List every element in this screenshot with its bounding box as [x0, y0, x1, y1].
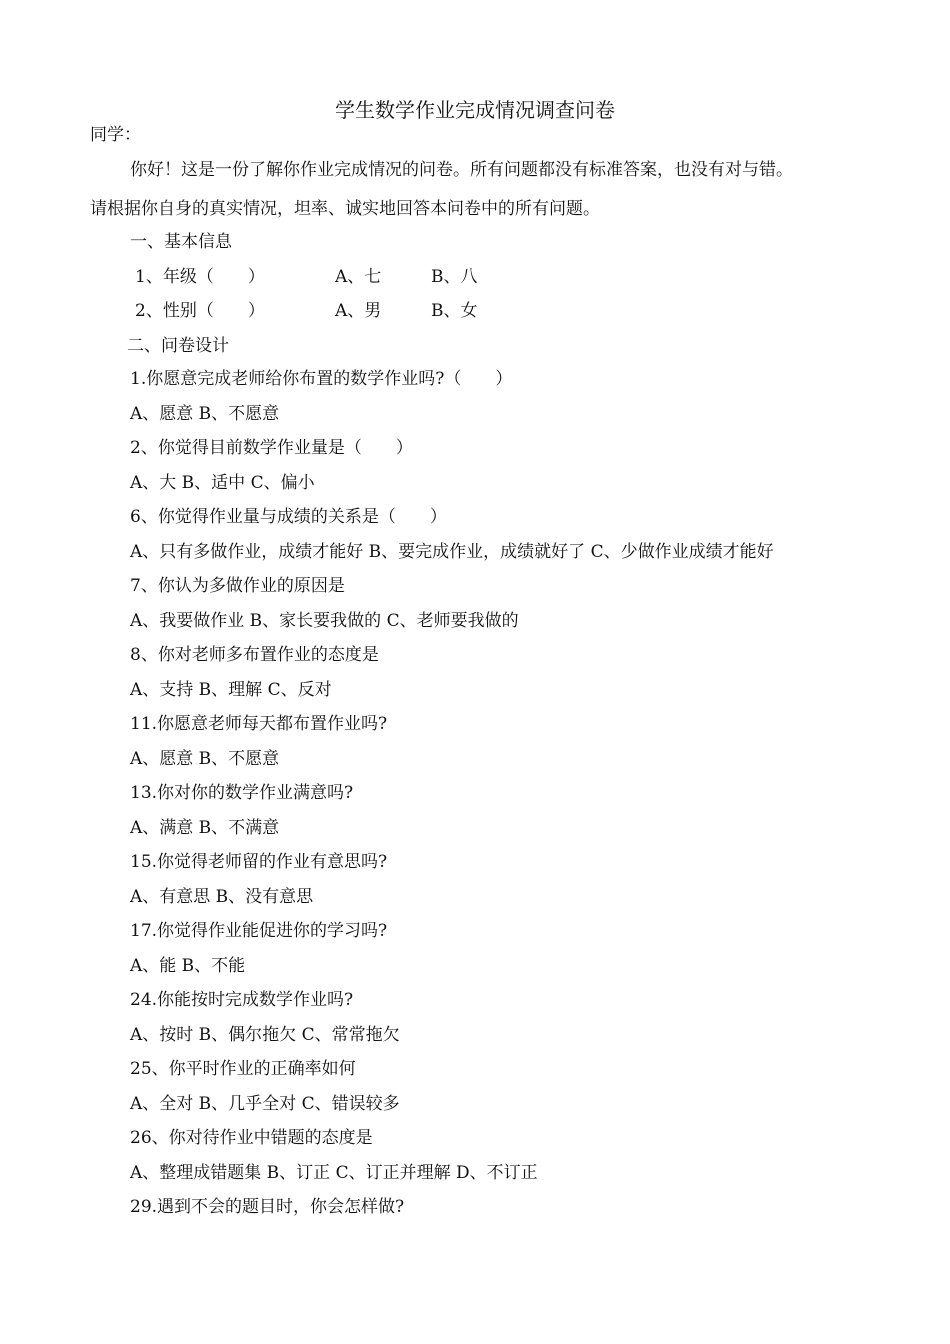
- answer-options: A、愿意 B、不愿意: [130, 404, 280, 424]
- intro-line-1: 你好！这是一份了解你作业完成情况的问卷。所有问题都没有标准答案，也没有对与错。: [130, 160, 793, 180]
- answer-options: A、愿意 B、不愿意: [130, 749, 280, 769]
- question-text: 17.你觉得作业能促进你的学习吗?: [130, 921, 388, 941]
- question-text: 11.你愿意老师每天都布置作业吗?: [130, 714, 388, 734]
- question-text: 8、你对老师多布置作业的态度是: [130, 645, 379, 665]
- question-text: 13.你对你的数学作业满意吗?: [130, 783, 354, 803]
- intro-line-2: 请根据你自身的真实情况，坦率、诚实地回答本问卷中的所有问题。: [90, 199, 600, 219]
- option-b: B、女: [431, 301, 478, 321]
- question-text: 6、你觉得作业量与成绩的关系是（ ）: [130, 507, 447, 527]
- answer-options: A、按时 B、偶尔拖欠 C、常常拖欠: [130, 1025, 400, 1045]
- salutation: 同学：: [90, 125, 141, 145]
- option-b: B、八: [431, 267, 478, 287]
- basic-info-row-gender: [135, 298, 535, 324]
- answer-options: A、有意思 B、没有意思: [130, 887, 314, 907]
- question-text: 7、你认为多做作业的原因是: [130, 576, 345, 596]
- answer-options: A、能 B、不能: [130, 956, 246, 976]
- question-gender: 2、性别（ ）: [135, 301, 265, 321]
- option-a: A、男: [335, 301, 382, 321]
- answer-options: A、满意 B、不满意: [130, 818, 280, 838]
- answer-options: A、支持 B、理解 C、反对: [130, 680, 332, 700]
- answer-options: A、大 B、适中 C、偏小: [130, 473, 315, 493]
- question-text: 24.你能按时完成数学作业吗?: [130, 990, 354, 1010]
- page-title: 学生数学作业完成情况调查问卷: [335, 98, 615, 122]
- answer-options: A、只有多做作业，成绩才能好 B、要完成作业，成绩就好了 C、少做作业成绩才能好: [130, 542, 774, 562]
- section-heading-basic-info: 一、基本信息: [130, 232, 232, 252]
- answer-options: A、整理成错题集 B、订正 C、订正并理解 D、不订正: [130, 1163, 538, 1183]
- question-grade: 1、年级（ ）: [135, 267, 265, 287]
- question-text: 29.遇到不会的题目时，你会怎样做?: [130, 1197, 405, 1217]
- question-text: 2、你觉得目前数学作业量是（ ）: [130, 438, 413, 458]
- question-text: 1.你愿意完成老师给你布置的数学作业吗?（ ）: [130, 369, 513, 389]
- answer-options: A、我要做作业 B、家长要我做的 C、老师要我做的: [130, 611, 519, 631]
- answer-options: A、全对 B、几乎全对 C、错误较多: [130, 1094, 400, 1114]
- option-a: A、七: [335, 267, 382, 287]
- question-text: 26、你对待作业中错题的态度是: [130, 1128, 373, 1148]
- question-text: 15.你觉得老师留的作业有意思吗?: [130, 852, 388, 872]
- question-text: 25、你平时作业的正确率如何: [130, 1059, 356, 1079]
- section-heading-questionnaire: 二、问卷设计: [127, 336, 229, 356]
- basic-info-row-grade: [135, 264, 535, 290]
